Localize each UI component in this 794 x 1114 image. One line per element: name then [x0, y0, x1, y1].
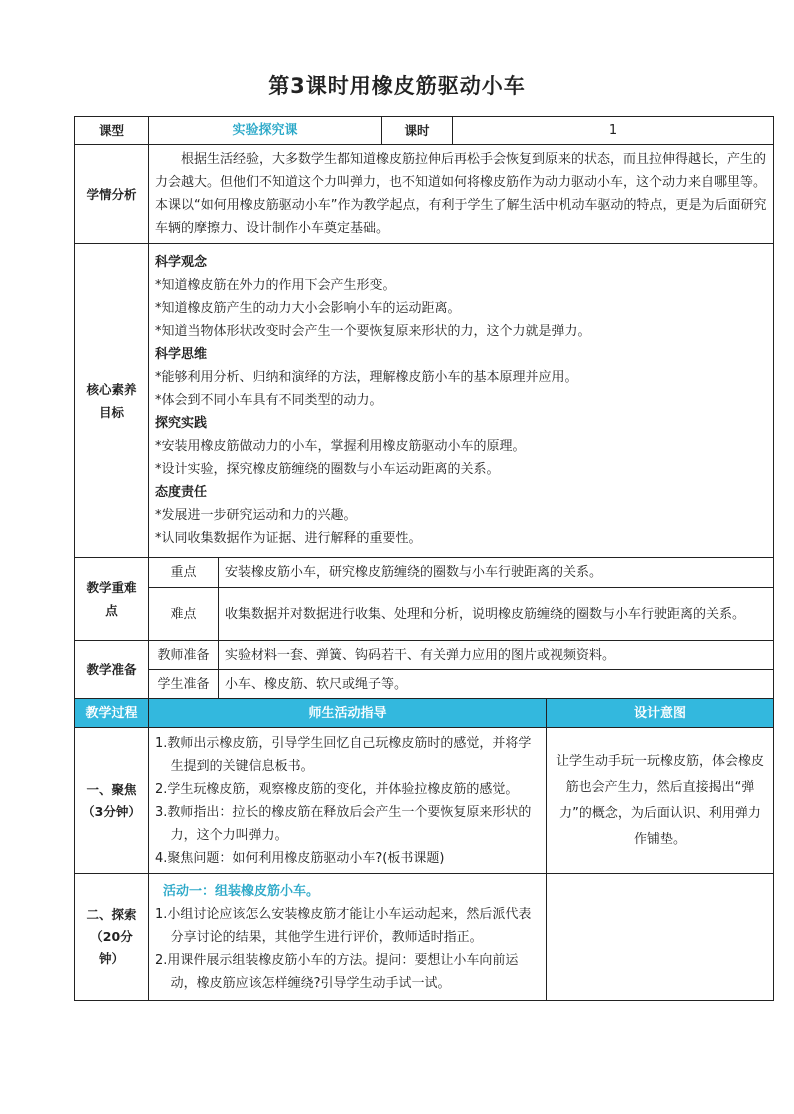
goal-item: *认同收集数据作为证据、进行解释的重要性。 — [155, 531, 422, 546]
info-row — [75, 117, 774, 145]
teacher-prep-text: 实验材料一套、弹簧、钩码若干、有关弹力应用的图片或视频资料。 — [219, 641, 774, 670]
key-points-label: 教学重难点 — [75, 558, 149, 641]
student-prep-text: 小车、橡皮筋、软尺或绳子等。 — [219, 670, 774, 699]
period-value: 1 — [453, 117, 774, 145]
stage1-intent-cell — [547, 728, 774, 874]
goal-item: *安装用橡皮筋做动力的小车，掌握利用橡皮筋驱动小车的原理。 — [155, 439, 526, 454]
stage1-name: 一、聚焦 — [86, 781, 137, 797]
goals-row — [75, 244, 774, 558]
stage2-time: （20分钟） — [90, 929, 133, 966]
goal-item: *发展进一步研究运动和力的兴趣。 — [155, 508, 357, 523]
stage2-intent-cell — [547, 874, 774, 1001]
analysis-row — [75, 145, 774, 244]
stage2-name: 二、探索 — [86, 907, 137, 922]
goals-cell — [149, 244, 774, 558]
analysis-text: 根据生活经验，大多数学生都知道橡皮筋拉伸后再松手会恢复到原来的状态，而且拉伸得越长，产生的力会越大。但他们不知道这个力叫弹力，也不知道如何将橡皮筋作为动力驱动小车，这个动力来自哪里等。本课以“如何用橡皮筋驱动小车”作为教学起点，有利于学生了解生活中机动车驱动的特点，更是为后面研究车辆的摩擦力、设计制作小车奠定基础。 — [155, 152, 767, 236]
goal-item: *知道当物体形状改变时会产生一个要恢复原来形状的力，这个力就是弹力。 — [155, 324, 591, 339]
activity-title: 活动一：组装橡皮筋小车。 — [163, 883, 320, 899]
stage2-row — [75, 874, 774, 1001]
focus-row — [75, 558, 774, 588]
goal-section-title: 探究实践 — [155, 416, 208, 431]
goals-label-line2: 目标 — [98, 404, 124, 420]
difficulty-text: 收集数据并对数据进行收集、处理和分析，说明橡皮筋缠绕的圈数与小车行驶距离的关系。 — [219, 588, 774, 641]
goal-item: *体会到不同小车具有不同类型的动力。 — [155, 393, 383, 408]
goal-item: *知道橡皮筋在外力的作用下会产生形变。 — [155, 278, 396, 293]
step-item: 4.聚焦问题：如何利用橡皮筋驱动小车?(板书课题) — [155, 850, 445, 866]
goal-item: *设计实验，探究橡皮筋缠绕的圈数与小车运动距离的关系。 — [155, 462, 500, 477]
process-header-stage: 教学过程 — [75, 699, 149, 728]
teacher-prep-label: 教师准备 — [149, 641, 219, 670]
stage2-activity-cell — [149, 874, 547, 1001]
stage1-label — [75, 728, 149, 874]
analysis-label: 学情分析 — [75, 145, 149, 244]
stage1-steps — [155, 732, 540, 870]
goals-label — [75, 244, 149, 558]
focus-label: 重点 — [149, 558, 219, 588]
stage1-activity-cell — [149, 728, 547, 874]
lesson-plan-table — [74, 116, 774, 1001]
student-prep-row — [75, 670, 774, 699]
page-title: 第3课时用橡皮筋驱动小车 — [268, 74, 526, 98]
step-item: 2.用课件展示组装橡皮筋小车的方法。提问：要想让小车向前运动，橡皮筋应该怎样缠绕?引导学生动手试一试。 — [155, 952, 519, 991]
prep-label: 教学准备 — [75, 641, 149, 699]
step-item: 1.教师出示橡皮筋，引导学生回忆自己玩橡皮筋时的感觉，并将学生提到的关键信息板书。 — [155, 735, 532, 774]
goals-label-line1: 核心素养 — [86, 381, 137, 397]
student-prep-label: 学生准备 — [149, 670, 219, 699]
analysis-cell — [149, 145, 774, 244]
process-header-intent: 设计意图 — [547, 699, 774, 728]
step-item: 1.小组讨论应该怎么安装橡皮筋才能让小车运动起来，然后派代表分享讨论的结果，其他学生进行评价，教师适时指正。 — [155, 906, 532, 945]
step-item: 3.教师指出：拉长的橡皮筋在释放后会产生一个要恢复原来形状的力，这个力叫弹力。 — [155, 804, 532, 843]
goal-item: *能够利用分析、归纳和演绎的方法，理解橡皮筋小车的基本原理并应用。 — [155, 370, 578, 385]
step-item: 2.学生玩橡皮筋，观察橡皮筋的变化，并体验拉橡皮筋的感觉。 — [155, 781, 519, 797]
stage1-time: （3分钟） — [82, 803, 141, 819]
goal-section-title: 科学观念 — [155, 255, 208, 270]
focus-text: 安装橡皮筋小车，研究橡皮筋缠绕的圈数与小车行驶距离的关系。 — [219, 558, 774, 588]
process-header-row — [75, 699, 774, 728]
process-header-activity: 师生活动指导 — [149, 699, 547, 728]
stage1-row — [75, 728, 774, 874]
teacher-prep-row — [75, 641, 774, 670]
period-label: 课时 — [382, 117, 453, 145]
stage2-label — [75, 874, 149, 1001]
goal-section-title: 态度责任 — [155, 485, 208, 500]
difficulty-row — [75, 588, 774, 641]
goal-item: *知道橡皮筋产生的动力大小会影响小车的运动距离。 — [155, 301, 461, 316]
stage2-steps — [155, 903, 540, 995]
goal-section-title: 科学思维 — [155, 347, 208, 362]
type-label: 课型 — [75, 117, 149, 145]
difficulty-label: 难点 — [149, 588, 219, 641]
type-value: 实验探究课 — [149, 117, 382, 145]
stage1-intent: 让学生动手玩一玩橡皮筋，体会橡皮筋也会产生力，然后直接揭出“弹力”的概念，为后面认识、利用弹力作铺垫。 — [556, 753, 765, 847]
